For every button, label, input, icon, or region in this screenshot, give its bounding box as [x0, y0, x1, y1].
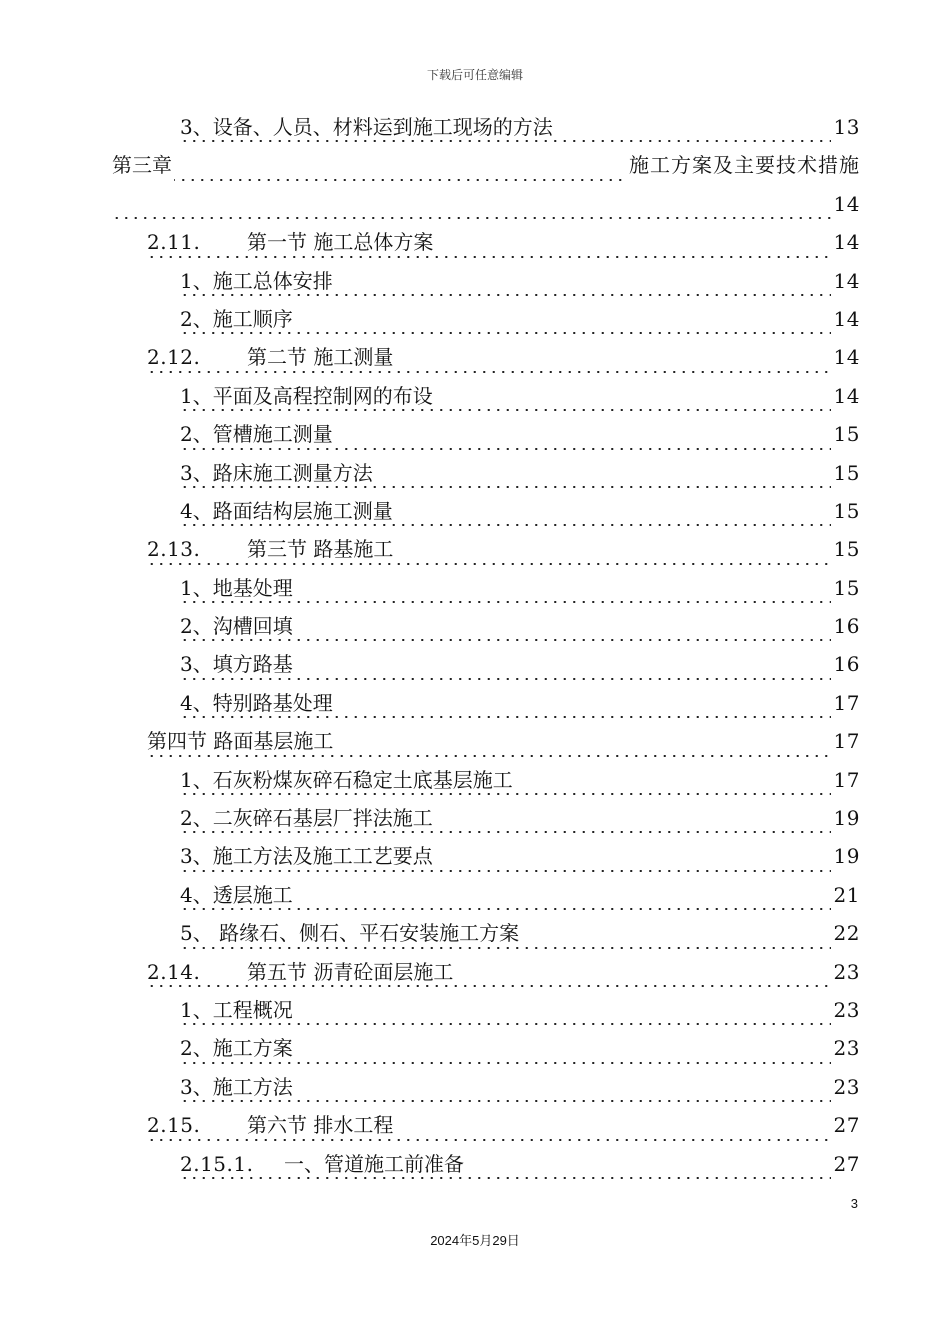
dot-leader [180, 409, 860, 411]
toc-entry-title: 2.13. 第三节 路基施工 [147, 537, 394, 562]
chapter-title: 施工方案及主要技术措施 [626, 148, 860, 182]
toc-entry[interactable] [112, 302, 860, 340]
toc-entry[interactable] [112, 993, 860, 1031]
chapter-page: 14 [831, 187, 860, 221]
dot-leader [180, 716, 860, 718]
toc-entry-title: 1、工程概况 [180, 997, 293, 1022]
page-footer-date: 2024年5月29日 [430, 1233, 520, 1248]
dot-leader [147, 1139, 860, 1141]
toc-entry-title: 2、二灰碎石基层厂拌法施工 [180, 806, 433, 831]
toc-entry[interactable] [112, 647, 860, 685]
toc-entry-page: 15 [831, 571, 860, 605]
dot-leader [180, 524, 860, 526]
dot-leader [147, 371, 860, 373]
toc-entry-page: 23 [831, 955, 860, 989]
toc-entry-page: 15 [831, 532, 860, 566]
dot-leader [180, 947, 860, 949]
toc-entry-title: 2、管槽施工测量 [180, 422, 333, 447]
toc-entry-page: 14 [831, 264, 860, 298]
dot-leader [147, 563, 860, 565]
toc-entry[interactable] [112, 379, 860, 417]
toc-entry[interactable] [112, 763, 860, 801]
toc-entry-page: 15 [831, 494, 860, 528]
toc-entry-title: 2.11. 第一节 施工总体方案 [147, 230, 434, 255]
dot-leader [180, 1062, 860, 1064]
toc-entry-title: 2.12. 第二节 施工测量 [147, 345, 394, 370]
toc-entry-title: 2、施工方案 [180, 1036, 293, 1061]
toc-entry-title: 4、透层施工 [180, 882, 293, 907]
toc-entry-page: 16 [831, 647, 860, 681]
toc-entry[interactable] [112, 839, 860, 877]
toc-entry-title: 4、特别路基处理 [180, 690, 333, 715]
page-number: 3 [850, 1196, 858, 1211]
toc-entry-title: 3、施工方法 [180, 1074, 293, 1099]
dot-leader [180, 332, 860, 334]
toc-entry-title: 2.15. 第六节 排水工程 [147, 1113, 394, 1138]
toc-entry[interactable] [112, 340, 860, 378]
toc-entry[interactable] [112, 456, 860, 494]
toc-entry-page: 16 [831, 609, 860, 643]
dot-leader [180, 639, 860, 641]
toc-entry-page: 17 [831, 686, 860, 720]
dot-leader [180, 294, 860, 296]
dot-leader [180, 486, 860, 488]
toc-entry-page: 15 [831, 417, 860, 451]
toc-entry[interactable] [112, 686, 860, 724]
toc-entry-title: 1、施工总体安排 [180, 268, 333, 293]
dot-leader [112, 217, 860, 219]
toc-entry-title: 1、地基处理 [180, 575, 293, 600]
dot-leader [180, 1100, 860, 1102]
toc-entry-page: 17 [831, 724, 860, 758]
toc-entry-title: 2、沟槽回填 [180, 614, 293, 639]
toc-entry[interactable] [112, 1147, 860, 1185]
toc-entry[interactable] [112, 532, 860, 570]
toc-entry-page: 13 [831, 110, 860, 144]
dot-leader [180, 678, 860, 680]
dot-leader [180, 908, 860, 910]
toc-entry[interactable] [112, 571, 860, 609]
dot-leader [180, 831, 860, 833]
toc-entry[interactable] [112, 955, 860, 993]
toc-entry[interactable] [112, 878, 860, 916]
toc-entry-page: 19 [831, 839, 860, 873]
dot-leader [180, 140, 860, 142]
toc-entry[interactable] [112, 1108, 860, 1146]
toc-entry[interactable] [112, 110, 860, 148]
toc-entry-title: 5、 路缘石、侧石、平石安装施工方案 [180, 921, 520, 946]
toc-entry-page: 14 [831, 302, 860, 336]
dot-leader [180, 1023, 860, 1025]
toc-entry-page: 19 [831, 801, 860, 835]
toc-entry-page: 22 [831, 916, 860, 950]
toc-entry-title: 3、设备、人员、材料运到施工现场的方法 [180, 115, 553, 139]
toc-entry-page: 23 [831, 993, 860, 1027]
toc-entry-page: 27 [831, 1108, 860, 1142]
toc-entry-title: 3、施工方法及施工工艺要点 [180, 844, 433, 869]
toc-entry-title: 1、平面及高程控制网的布设 [180, 383, 433, 408]
toc-entry[interactable] [112, 417, 860, 455]
dot-leader [180, 448, 860, 450]
toc-entry-page: 23 [831, 1031, 860, 1065]
toc-entry-title: 第四节 路面基层施工 [147, 729, 334, 754]
toc-entry-page: 17 [831, 763, 860, 797]
chapter-label: 第三章 [112, 148, 174, 182]
toc-entry-page: 14 [831, 379, 860, 413]
toc-entry-page: 15 [831, 456, 860, 490]
dot-leader [180, 793, 860, 795]
toc-entry-title: 4、路面结构层施工测量 [180, 498, 393, 523]
toc-entry[interactable] [112, 724, 860, 762]
toc-entry[interactable] [112, 264, 860, 302]
toc-entry-page: 14 [831, 340, 860, 374]
toc-entry-page: 14 [831, 225, 860, 259]
toc-entry-page: 23 [831, 1070, 860, 1104]
toc-chapter-page-line [112, 187, 860, 225]
toc-entry-title: 1、石灰粉煤灰碎石稳定土底基层施工 [180, 767, 513, 792]
toc-entry[interactable] [112, 801, 860, 839]
toc-entry-page: 27 [831, 1147, 860, 1181]
toc-entry-title: 2.15.1. 一、管道施工前准备 [180, 1151, 464, 1176]
dot-leader [147, 985, 860, 987]
toc-entry-title: 3、路床施工测量方法 [180, 460, 373, 485]
page-header: 下载后可任意编辑 [426, 68, 523, 82]
toc-entry-title: 2.14. 第五节 沥青砼面层施工 [147, 959, 454, 984]
toc-entry-title: 2、施工顺序 [180, 306, 293, 331]
toc-entry[interactable] [112, 916, 860, 954]
dot-leader [180, 601, 860, 603]
toc-entry-title: 3、填方路基 [180, 652, 293, 677]
table-of-contents [112, 110, 860, 1185]
toc-entry-page: 21 [831, 878, 860, 912]
toc-entry[interactable] [112, 225, 860, 263]
dot-leader [180, 870, 860, 872]
toc-entry[interactable] [112, 1031, 860, 1069]
dot-leader [147, 755, 860, 757]
toc-chapter-entry[interactable] [112, 148, 860, 186]
toc-entry[interactable] [112, 609, 860, 647]
dot-leader [147, 256, 860, 258]
toc-entry[interactable] [112, 1070, 860, 1108]
toc-entry[interactable] [112, 494, 860, 532]
